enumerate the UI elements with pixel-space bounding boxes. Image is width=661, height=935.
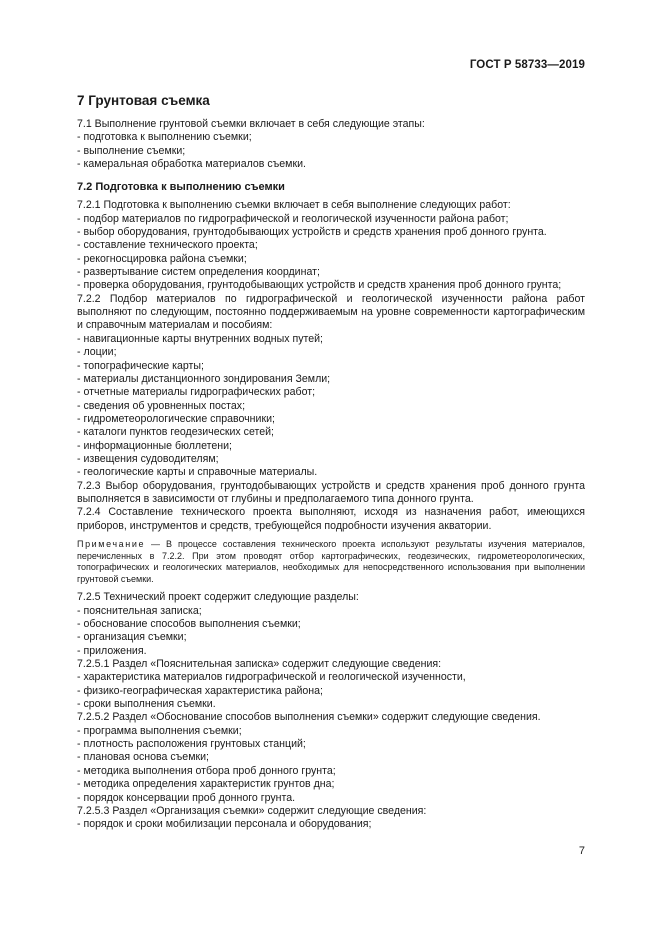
list-item: - камеральная обработка материалов съемки.	[77, 158, 306, 171]
paragraph-7-2-5-1: 7.2.5.1 Раздел «Пояснительная записка» содержит следующие сведения:	[77, 658, 442, 671]
list-item: - извещения судоводителям;	[77, 452, 219, 465]
page-number: 7	[578, 845, 585, 857]
list-7-2-5	[77, 605, 585, 658]
list-item: - гидрометеорологические справочники;	[77, 412, 275, 425]
list-item: - методика определения характеристик грунтов дна;	[77, 778, 335, 791]
subsection-title: 7.2 Подготовка к выполнению съемки	[77, 181, 285, 194]
paragraph-7-2-4: 7.2.4 Составление технического проекта выполняют, исходя из назначения работ, имеющихся приборов, инструментов и средств, требующейся подробности изучения акватории.	[77, 506, 585, 532]
list-item: - выбор оборудования, грунтодобывающих устройств и средств хранения проб донного грунта.	[77, 226, 547, 239]
list-item: - информационные бюллетени;	[77, 439, 232, 452]
list-item: - приложения.	[77, 644, 147, 657]
list-7-2-5-1	[77, 671, 585, 711]
paragraph-7-2-5-2: 7.2.5.2 Раздел «Обоснование способов выполнения съемки» содержит следующие сведения.	[77, 711, 541, 724]
list-item: - подготовка к выполнению съемки;	[77, 131, 252, 144]
paragraph-7-2-5: 7.2.5 Технический проект содержит следующие разделы:	[77, 591, 359, 604]
list-item: - выполнение съемки;	[77, 144, 186, 157]
list-item: - сроки выполнения съемки.	[77, 698, 216, 711]
list-item: - геологические карты и справочные материалы.	[77, 466, 318, 479]
list-item: - порядок и сроки мобилизации персонала и оборудования;	[77, 818, 372, 831]
list-item: - методика выполнения отбора проб донного грунта;	[77, 764, 336, 777]
list-item: - материалы дистанционного зондирования Земли;	[77, 372, 331, 385]
list-item: - плотность расположения грунтовых станций;	[77, 738, 306, 751]
note-text: — В процессе составления технического проекта используют результаты изучения материалов, перечисленных в 7.2.2. При этом проводят отбор картографических, геодезических, гидрометеорологических, топографических и геологических материалов, необходимых для непосредственного использования при выполнении грунтовой съемки.	[77, 538, 585, 584]
note-label: Примечание	[77, 538, 146, 549]
list-item: - организация съемки;	[77, 631, 187, 644]
list-item: - развертывание систем определения координат;	[77, 266, 320, 279]
list-item: - подбор материалов по гидрографической и геологической изученности района работ;	[77, 212, 509, 225]
list-item: - плановая основа съемки;	[77, 751, 209, 764]
paragraph-7-2-1: 7.2.1 Подготовка к выполнению съемки включает в себя выполнение следующих работ:	[77, 199, 511, 212]
list-item: - физико-географическая характеристика района;	[77, 684, 323, 697]
note	[77, 539, 585, 585]
list-7-1	[77, 131, 585, 171]
list-item: - лоции;	[77, 346, 117, 359]
list-7-2-5-3	[77, 818, 585, 831]
list-item: - программа выполнения съемки;	[77, 724, 242, 737]
list-item: - отчетные материалы гидрографических работ;	[77, 386, 316, 399]
list-7-2-1	[77, 213, 585, 293]
list-item: - обоснование способов выполнения съемки;	[77, 618, 301, 631]
page-content	[77, 93, 585, 832]
list-item: - каталоги пунктов геодезических сетей;	[77, 426, 274, 439]
document-code: ГОСТ Р 58733—2019	[469, 59, 585, 71]
list-item: - сведения об уровненных постах;	[77, 399, 246, 412]
paragraph-7-2-5-3: 7.2.5.3 Раздел «Организация съемки» содержит следующие сведения:	[77, 804, 427, 817]
list-item: - рекогносцировка района съемки;	[77, 252, 247, 265]
list-item: - топографические карты;	[77, 359, 204, 372]
paragraph-7-2-3: 7.2.3 Выбор оборудования, грунтодобывающих устройств и средств хранения проб донного грунта выполняется в зависимости от глубины и предполагаемого типа донного грунта.	[77, 479, 585, 505]
list-item: - характеристика материалов гидрографической и геологической изученности,	[77, 671, 466, 684]
list-7-2-2	[77, 333, 585, 480]
list-7-2-5-2	[77, 725, 585, 805]
list-item: - порядок консервации проб донного грунта.	[77, 791, 296, 804]
list-item: - составление технического проекта;	[77, 239, 258, 252]
list-item: - проверка оборудования, грунтодобывающих устройств и средств хранения проб донного грунта;	[77, 279, 562, 292]
list-item: - навигационные карты внутренних водных путей;	[77, 332, 323, 345]
section-title: 7 Грунтовая съемка	[77, 93, 210, 108]
paragraph-7-1: 7.1 Выполнение грунтовой съемки включает в себя следующие этапы:	[77, 118, 425, 130]
paragraph-7-2-2: 7.2.2 Подбор материалов по гидрографической и геологической изученности района работ выполняют по следующим, постоянно поддерживаемым на уровне современности картографическим и справочным материалам и пособиям:	[77, 292, 585, 332]
list-item: - пояснительная записка;	[77, 604, 202, 617]
